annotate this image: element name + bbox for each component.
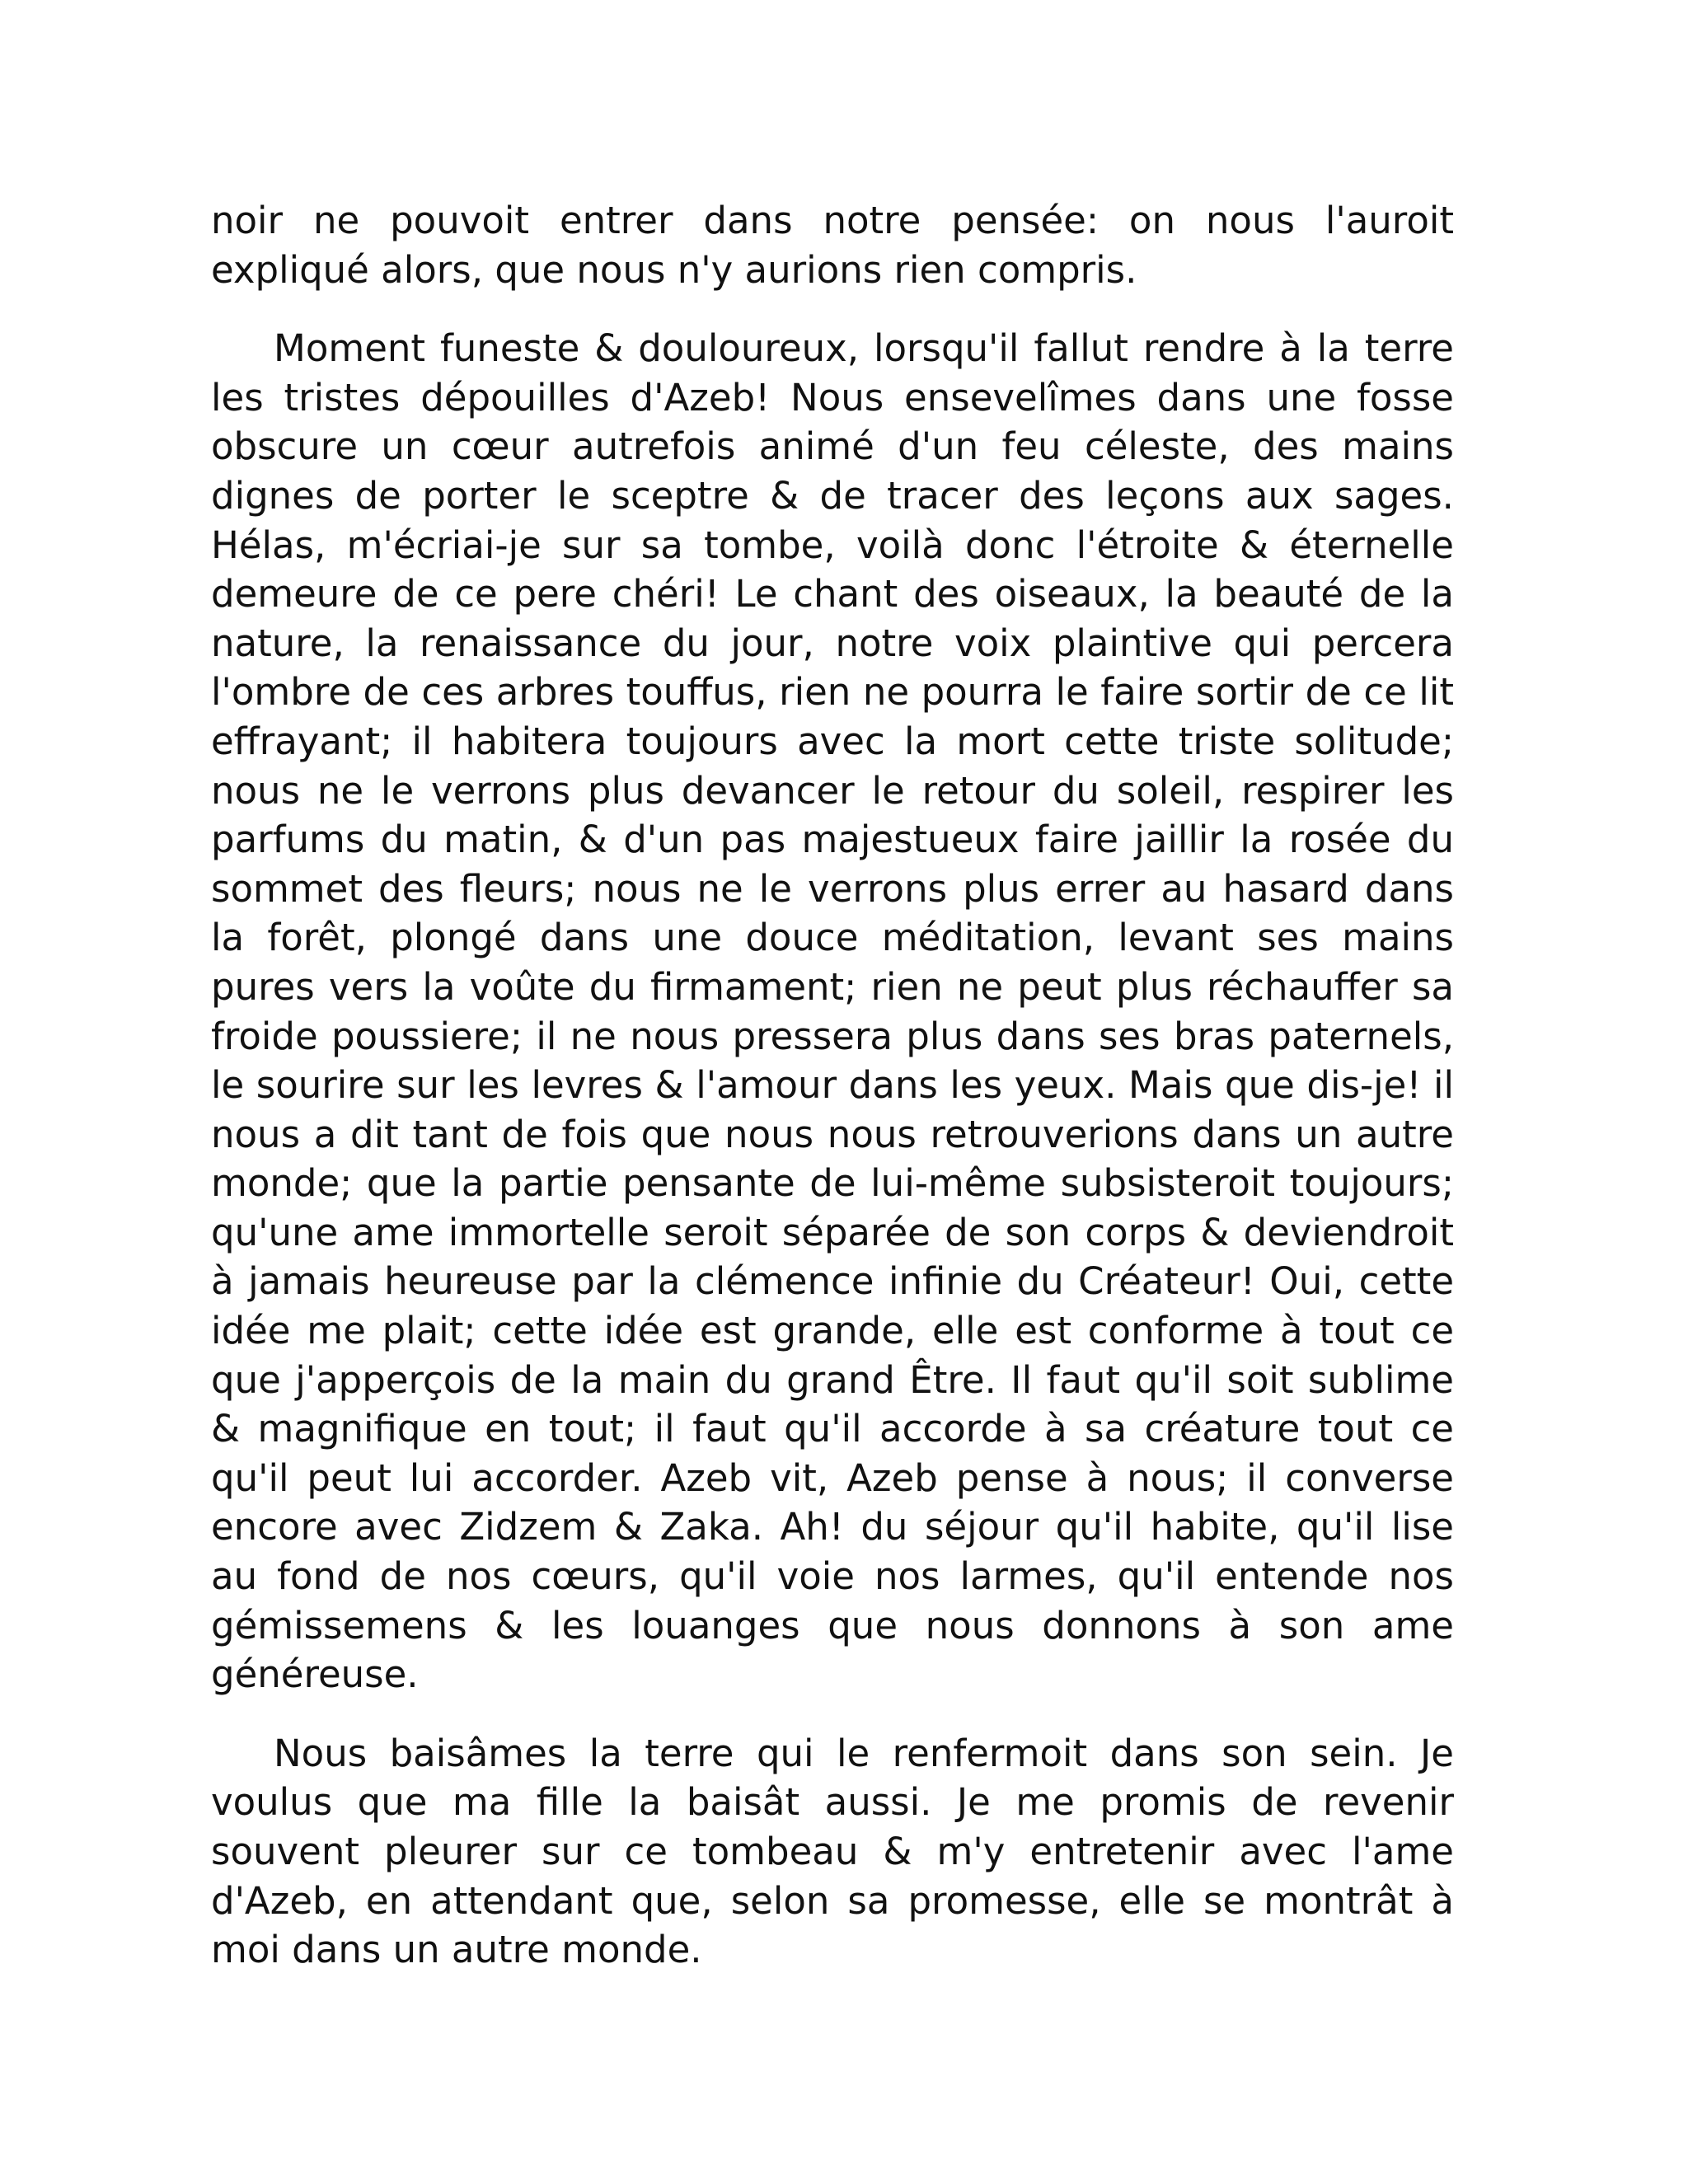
paragraph-continuation: noir ne pouvoit entrer dans notre pensée: on nous l'auroit expliqué alors, que nous n'y aurions rien compris.: [211, 199, 1454, 292]
paragraph-funeral: Moment funeste & douloureux, lorsqu'il fallut rendre à la terre les tristes dépouilles d'Azeb! Nous ensevelîmes dans une fosse obscure un cœur autrefois animé d'un feu céleste, des mains dignes de porter le sceptre & de tracer des leçons aux sages. Hélas, m'écriai-je sur sa tombe, voilà donc l'étroite & éternelle demeure de ce pere chéri! Le chant des oiseaux, la beauté de la nature, la renaissance du jour, notre voix plaintive qui percera l'ombre de ces arbres touffus, rien ne pourra le faire sortir de ce lit effrayant; il habitera toujours avec la mort cette triste solitude; nous ne le verrons plus devancer le retour du soleil, respirer les parfums du matin, & d'un pas majestueux faire jaillir la rosée du sommet des fleurs; nous ne le verrons plus errer au hasard dans la forêt, plongé dans une douce méditation, levant ses mains pures vers la voûte du firmament; rien ne peut plus réchauffer sa froide poussiere; il ne nous pressera plus dans ses bras paternels, le sourire sur les levres & l'amour dans les yeux. Mais que dis-je! il nous a dit tant de fois que nous nous retrouverions dans un autre monde; que la partie pensante de lui-même subsisteroit toujours; qu'une ame immortelle seroit séparée de son corps & deviendroit à jamais heureuse par la clémence infinie du Créateur! Oui, cette idée me plait; cette idée est grande, elle est conforme à tout ce que j'apperçois de la main du grand Être. Il faut qu'il soit sublime & magnifique en tout; il faut qu'il accorde à sa créature tout ce qu'il peut lui accorder. Azeb vit, Azeb pense à nous; il converse encore avec Zidzem & Zaka. Ah! du séjour qu'il habite, qu'il lise au fond de nos cœurs, qu'il voie nos larmes, qu'il entende nos gémissemens & les louanges que nous donnons à son ame généreuse.: [211, 326, 1454, 1697]
document-page: [211, 196, 1454, 1975]
paragraph-burial: Nous baisâmes la terre qui le renfermoit dans son sein. Je voulus que ma fille la baisât aussi. Je me promis de revenir souvent pleurer sur ce tombeau & m'y entretenir avec l'ame d'Azeb, en attendant que, selon sa promesse, elle se montrât à moi dans un autre monde.: [211, 1731, 1454, 1972]
